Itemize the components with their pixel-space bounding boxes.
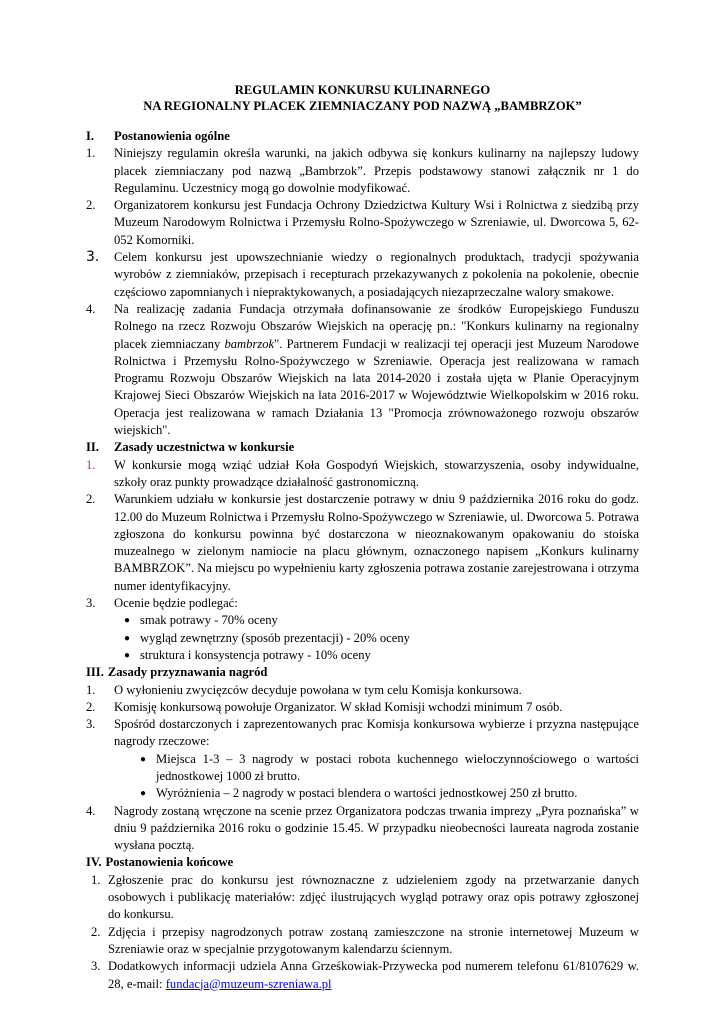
list-item: 2. Warunkiem udziału w konkursie jest dostarczenie potrawy w dniu 9 października 2016 roku do godz. 12.00 do Muzeum Rolnictwa i Przemysłu Rolno-Spożywczego w Szreniawie, ul. Dworcowa 5. Potrawa zgłoszona do konkursu powinna być dostarczona w nieoznakowanym opakowaniu do stoiska muzealnego w zielonym namiocie na placu głównym, oznaczonego napisem „Konkurs kulinarny BAMBRZOK”. Na miejscu po wypełnieniu karty zgłoszenia potrawa zostanie zarejestrowana i otrzyma numer identyfikacyjny. xyxy=(86,492,639,593)
list-item: 1. Niniejszy regulamin określa warunki, na jakich odbywa się konkurs kulinarny na najlepszy ludowy placek ziemniaczany pod nazwą „Bambrzok”. Przepis podstawowy stanowi załącznik nr 1 do Regulaminu. Uczestnicy mogą go dowolnie modyfikować. xyxy=(86,146,639,195)
list-item: 1. O wyłonieniu zwycięzców decyduje powołana w tym celu Komisja konkursowa. xyxy=(86,682,522,697)
section-1-heading: I. Postanowienia ogólne xyxy=(86,129,230,143)
bullet-item: ● struktura i konsystencja potrawy - 10% oceny xyxy=(86,647,639,664)
section-2-heading: II. Zasady uczestnictwa w konkursie xyxy=(86,440,295,455)
bullet-item: ● Wyróżnienia – 2 nagrody w postaci blendera o wartości jednostkowej 250 zł brutto. xyxy=(86,785,639,802)
title-line-1: REGULAMIN KONKURSU KULINARNEGO xyxy=(234,83,491,97)
list-item: 1. W konkursie mogą wziąć udział Koła Gospodyń Wiejskich, stowarzyszenia, osoby indywidualne, szkoły oraz punkty prowadzące działalność gastronomiczną. xyxy=(86,457,639,489)
list-item: 2. Zdjęcia i przepisy nagrodzonych potraw zostaną zamieszczone na stronie internetowej Muzeum w Szreniawie oraz w specjalnie przygotowanym kalendarzu ściennym. xyxy=(91,924,639,956)
bullet-item: ● Miejsca 1-3 – 3 nagrody w postaci robota kuchennego wieloczynnościowego o wartości jednostkowej 1000 zł brutto. xyxy=(86,751,639,786)
bullet-icon: ● xyxy=(139,753,147,765)
bullet-item: ● smak potrawy - 70% oceny xyxy=(86,612,639,629)
bullet-icon: ● xyxy=(123,615,131,627)
list-item: 3. Ocenie będzie podlegać: xyxy=(86,596,238,611)
list-item: 2. Komisję konkursową powołuje Organizator. W skład Komisji wchodzi minimum 7 osób. xyxy=(86,699,563,714)
bullet-icon: ● xyxy=(139,788,147,800)
title-line-2: NA REGIONALNY PLACEK ZIEMNIACZANY POD NAZWĄ „BAMBRZOK” xyxy=(143,99,582,113)
bullet-icon: ● xyxy=(123,649,131,661)
italic-term: bambrzok xyxy=(224,336,275,351)
bullet-item: ● wygląd zewnętrzny (sposób prezentacji) - 20% oceny xyxy=(86,630,639,647)
list-item: 4. Na realizację zadania Fundacja otrzymała dofinansowanie ze środków Europejskiego Funduszu Rolnego na rzecz Rozwoju Obszarów Wiejskich na operację pn.: "Konkurs kulinarny na regionalny placek ziemniaczany bambrzok". Partnerem Fundacji w realizacji tej operacji jest Muzeum Narodowe Rolnictwa i Przemysłu Rolno-Spożywczego w Szreniawie. Operacja jest realizowana w ramach Programu Rozwoju Obszarów Wiejskich na lata 2014-2020 i została ujęta w Planie Operacyjnym Krajowej Sieci Obszarów Wiejskich na lata 2016-2017 w Województwie Wielkopolskim w 2016 roku. Operacja jest realizowana w ramach Działania 13 "Promocja zrównoważonego rozwoju obszarów wiejskich". xyxy=(86,301,639,438)
list-item: 3. Spośród dostarczonych i zaprezentowanych prac Komisja konkursowa wybierze i przyzna następujące nagrody rzeczowe: xyxy=(86,717,639,749)
list-item: 3. Dodatkowych informacji udziela Anna Grześkowiak-Przywecka pod numerem telefonu 61/8107629 w. 28, e-mail: fundacja@muzeum-szreniawa.pl xyxy=(91,959,639,991)
email-link[interactable]: fundacja@muzeum-szreniawa.pl xyxy=(165,976,332,991)
list-item: 4. Nagrody zostaną wręczone na scenie przez Organizatora podczas trwania imprezy „Pyra poznańska” w dniu 9 października 2016 roku o godzinie 15.45. W przypadku nieobecności laureata nagroda zostanie wysłana pocztą. xyxy=(86,803,639,853)
list-item: 3. Celem konkursu jest upowszechnianie wiedzy o regionalnych produktach, tradycji spożywania wyrobów z ziemniaków, przepisach i recepturach przekazywanych z pokolenia na pokolenie, obecnie częściowo zapomnianych i niepraktykowanych, a posiadających niezaprzeczalne walory smakowe. xyxy=(86,249,639,299)
list-item: 2. Organizatorem konkursu jest Fundacja Ochrony Dziedzictwa Kultury Wsi i Rolnictwa z siedzibą przy Muzeum Narodowym Rolnictwa i Przemysłu Rolno-Spożywczego w Szreniawie, ul. Dworcowa 5, 62-052 Komorniki. xyxy=(86,198,639,247)
document-title xyxy=(86,82,639,114)
section-4-heading: IV. Postanowienia końcowe xyxy=(86,855,234,870)
list-item: 1. Zgłoszenie prac do konkursu jest równoznaczne z udzieleniem zgody na przetwarzanie danych osobowych i publikację materiałów: zdjęć ilustrujących wygląd potrawy oraz opis potrawy zgłoszonej do konkursu. xyxy=(91,872,639,922)
section-3-heading: III. Zasady przyznawania nagród xyxy=(86,665,268,680)
bullet-icon: ● xyxy=(123,632,131,644)
